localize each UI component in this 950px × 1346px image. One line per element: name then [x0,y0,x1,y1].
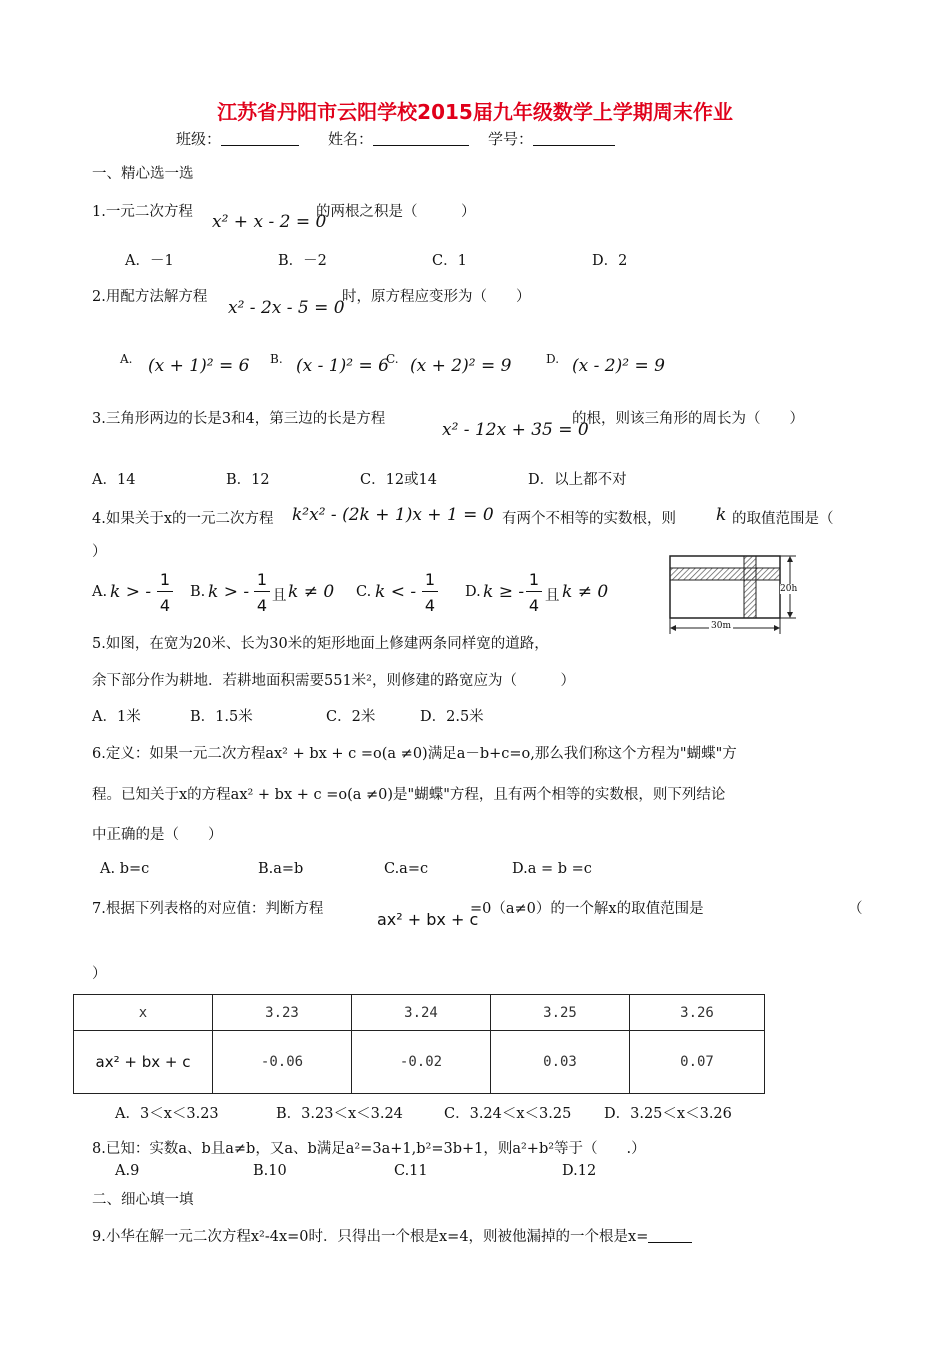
page-title: 江苏省丹阳市云阳学校2015届九年级数学上学期周末作业 [217,100,733,124]
q4-frac-den-c: 4 [424,596,436,615]
q7-suffix: =0（a≠0）的一个解x的取值范围是 [470,901,704,917]
q1-option-a: A．－1 [125,253,174,269]
fig-width-label: 30m [711,621,731,631]
table-cell: 3.23 [213,995,352,1031]
q6-option-b: B.a=b [258,861,304,877]
q7-option-d: D．3.25＜x＜3.26 [604,1106,732,1122]
table-cell: 3.26 [630,995,765,1031]
q8-option-a: A.9 [115,1163,140,1179]
id-label: 学号： [488,130,534,148]
q4-equation: k²x² - (2k + 1)x + 1 = 0 [292,505,494,525]
q1-suffix: 的两根之积是（ ） [316,204,476,220]
q8-option-b: B.10 [253,1163,287,1179]
q2-label-a: A. [120,352,133,366]
section-heading-1: 一、精心选一选 [92,166,194,182]
q4-frac-bar-d [526,591,542,592]
q7-option-c: C．3.24＜x＜3.25 [444,1106,572,1122]
q4-frac-num-c: 1 [424,570,436,589]
id-field [488,128,615,149]
q6-line3: 中正确的是（ ） [92,827,223,843]
q4-frac-num-b: 1 [256,570,268,589]
q6-option-c: C.a=c [384,861,429,877]
road-diagram [664,548,814,640]
q4-option-a: k > - [110,582,152,602]
q4-suffix: 的取值范围是（ [732,511,834,527]
q4-label-c: C. [356,584,372,600]
q2-option-b: (x - 1)² = 6 [296,356,389,376]
table-cell: 3.25 [491,995,630,1031]
q2-equation: x² - 2x - 5 = 0 [228,298,345,318]
q7-prefix: 7.根据下列表格的对应值：判断方程 [92,901,324,917]
q2-label-c: C. [386,352,399,366]
table-cell: ax² + bx + c [74,1031,213,1094]
q9-question: 9.小华在解一元二次方程x²-4x=0时．只得出一个根是x=4，则被他漏掉的一个根是x= [92,1229,649,1245]
name-label: 姓名： [328,130,374,148]
name-field [328,128,469,149]
q4-option-b: k > - [208,582,250,602]
q3-option-c: C．12或14 [360,472,437,488]
q3-suffix: 的根，则该三角形的周长为（ ） [572,411,804,427]
q4-frac-den-a: 4 [159,596,171,615]
q2-label-b: B. [270,352,283,366]
q4-and-d: 且 [545,588,560,604]
q7-option-b: B．3.23＜x＜3.24 [276,1106,403,1122]
q1-option-b: B．－2 [278,253,327,269]
q4-frac-bar-a [157,591,173,592]
q3-prefix: 3.三角形两边的长是3和4，第三边的长是方程 [92,411,386,427]
q5-option-c: C．2米 [326,709,376,725]
q3-option-a: A．14 [92,472,136,488]
q5-option-a: A．1米 [92,709,141,725]
q4-mid: 有两个不相等的实数根，则 [502,511,676,527]
q5-line1: 5.如图，在宽为20米、长为30米的矩形地面上修建两条同样宽的道路， [92,636,549,652]
value-table [73,994,765,1094]
q4-var: k [716,505,727,525]
q4-option-c: k < - [375,582,417,602]
q5-line2: 余下部分作为耕地．若耕地面积需要551米²，则修建的路宽应为（ ） [92,673,575,689]
q1-equation: x² + x - 2 = 0 [212,212,327,232]
q5-option-d: D．2.5米 [420,709,484,725]
table-cell: -0.06 [213,1031,352,1094]
q7-equation: ax² + bx + c [377,910,479,929]
section-heading-2: 二、细心填一填 [92,1192,194,1208]
q2-prefix: 2.用配方法解方程 [92,289,208,305]
table-cell: 3.24 [352,995,491,1031]
q7-paren-close: ） [92,966,107,982]
q4-frac-num-d: 1 [528,570,540,589]
q4-close: ） [92,544,107,560]
table-cell: x [74,995,213,1031]
q7-paren-open: （ [848,901,863,917]
q4-frac-den-d: 4 [528,596,540,615]
q6-line2: 程。已知关于x的方程ax² + bx + c =o(a ≠0)是"蝴蝶"方程，且有两个相等的实数根，则下列结论 [92,787,726,803]
q4-frac-bar-b [254,591,270,592]
table-cell: 0.03 [491,1031,630,1094]
q4-option-d: k ≥ - [483,582,525,602]
q6-line1: 6.定义：如果一元二次方程ax² + bx + c =o(a ≠0)满足a－b+c=o,那么我们称这个方程为"蝴蝶"方 [92,746,737,762]
q4-frac-den-b: 4 [256,596,268,615]
q9-answer-blank[interactable] [648,1228,692,1243]
q1-prefix: 1.一元二次方程 [92,204,193,220]
class-field [176,128,299,149]
table-row [74,995,765,1031]
table-cell: 0.07 [630,1031,765,1094]
q9-text [92,1225,692,1246]
q1-option-d: D．2 [592,253,628,269]
q4-label-d: D. [465,584,481,600]
q8-option-d: D.12 [562,1163,597,1179]
q8-text: 8.已知：实数a、b且a≠b，又a、b满足a²=3a+1,b²=3b+1，则a²+b²等于（ .） [92,1141,646,1157]
q3-option-b: B．12 [226,472,270,488]
class-label: 班级： [176,130,222,148]
q4-frac-bar-c [422,591,438,592]
q7-option-a: A．3＜x＜3.23 [115,1106,219,1122]
q4-neq-b: k ≠ 0 [288,582,335,602]
q4-label-b: B. [190,584,206,600]
q2-option-c: (x + 2)² = 9 [410,356,512,376]
q4-neq-d: k ≠ 0 [562,582,609,602]
q2-label-d: D. [546,352,560,366]
table-row [74,1031,765,1094]
q1-option-c: C．1 [432,253,467,269]
q4-and-b: 且 [272,588,287,604]
table-cell: -0.02 [352,1031,491,1094]
q2-option-d: (x - 2)² = 9 [572,356,665,376]
q3-equation: x² - 12x + 35 = 0 [442,420,589,440]
q2-option-a: (x + 1)² = 6 [148,356,250,376]
q6-option-a: A. b=c [100,861,150,877]
q2-suffix: 时，原方程应变形为（ ） [342,289,531,305]
fig-height-label: 20h [780,584,798,594]
q4-prefix: 4.如果关于x的一元二次方程 [92,511,274,527]
q5-option-b: B．1.5米 [190,709,253,725]
q4-label-a: A. [92,584,108,600]
q6-option-d: D.a = b =c [512,861,592,877]
q8-option-c: C.11 [394,1163,428,1179]
q3-option-d: D．以上都不对 [528,472,627,488]
q4-frac-num-a: 1 [159,570,171,589]
